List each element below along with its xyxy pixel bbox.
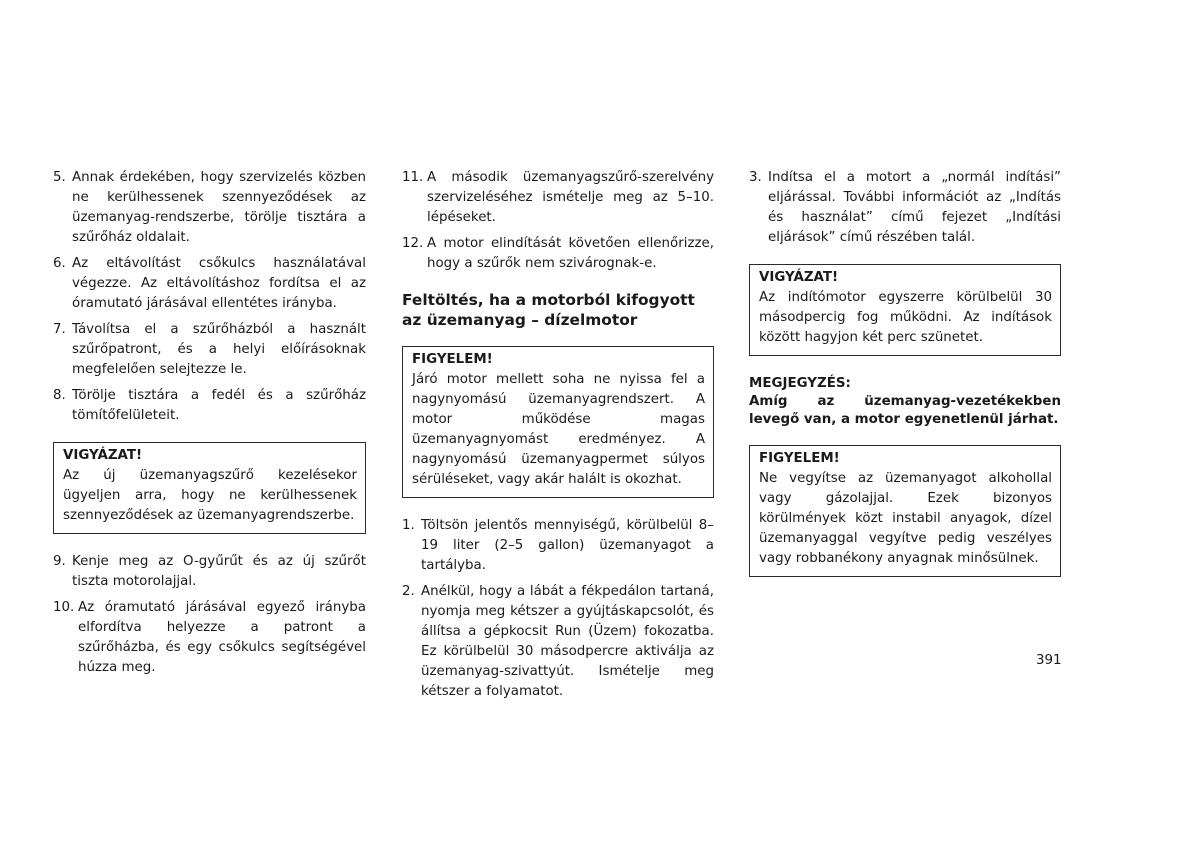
warning-text: Járó motor mellett soha ne nyissa fel a nagynyomású üzemanyagrendszert. A motor működése magas üzemanyagnyomást eredményez. A nagynyomású üzemanyagpermet súlyos sérüléseket, vagy akár halált is okozhat. (412, 372, 705, 487)
caution-title: VIGYÁZAT! (63, 448, 143, 463)
note-text: Amíg az üzemanyag-vezetékekben levegő van, a motor egyenetlenül járhat. (749, 394, 1061, 427)
step-text: Kenje meg az O-gyűrűt és az új szűrőt tiszta motorolajjal. (72, 554, 366, 589)
step-10 (53, 598, 366, 678)
column-middle (402, 168, 714, 708)
step-3 (749, 168, 1061, 248)
step-11 (402, 168, 714, 228)
step-number: 6. (53, 256, 66, 271)
step-text: Annak érdekében, hogy szervizelés közben ne kerülhessenek szennyeződések az üzemanyag-rendszerbe, törölje tisztára a szűrőház oldalait. (72, 170, 366, 245)
step-number: 5. (53, 170, 66, 185)
step-text: A második üzemanyagszűrő-szerelvény szervizeléséhez ismételje meg az 5–10. lépéseket. (427, 170, 714, 225)
step-number: 1. (402, 518, 415, 533)
step-number: 9. (53, 554, 66, 569)
warning-title: FIGYELEM! (412, 352, 493, 367)
warning-box (749, 445, 1061, 577)
step-6 (53, 254, 366, 314)
step-text: Távolítsa el a szűrőházból a használt szűrőpatront, és a helyi előírásoknak megfelelően selejtezze le. (72, 322, 366, 377)
caution-text: Az indítómotor egyszerre körülbelül 30 másodpercig fog működni. Az indítások között hagyjon két perc szünetet. (759, 290, 1052, 345)
step-text: Az óramutató járásával egyező irányba elfordítva helyezze a patront a szűrőházba, és egy csőkulcs segítségével húzza meg. (78, 600, 366, 675)
step-number: 12. (402, 236, 424, 251)
section-heading: Feltöltés, ha a motorból kifogyott az üzemanyag – dízelmotor (402, 291, 695, 329)
step-text: Indítsa el a motort a „normál indítási” eljárással. További információt az „Indítás és használat” című fejezet „Indítási eljárások” című részében talál. (768, 170, 1061, 245)
step-text: Törölje tisztára a fedél és a szűrőház tömítőfelületeit. (72, 388, 366, 423)
caution-text: Az új üzemanyagszűrő kezelésekor ügyeljen arra, hogy ne kerülhessenek szennyeződések az üzemanyagrendszerbe. (63, 468, 357, 523)
warning-box (402, 346, 714, 498)
step-text: Töltsön jelentős mennyiségű, körülbelül 8–19 liter (2–5 gallon) üzemanyagot a tartályba. (421, 518, 714, 573)
step-number: 7. (53, 322, 66, 337)
column-right (749, 168, 1061, 595)
step-2 (402, 582, 714, 702)
step-1 (402, 516, 714, 576)
step-text: A motor elindítását követően ellenőrizze, hogy a szűrők nem szivárognak-e. (427, 236, 714, 271)
step-number: 3. (749, 170, 762, 185)
step-text: Anélkül, hogy a lábát a fékpedálon tartaná, nyomja meg kétszer a gyújtáskapcsolót, és állítsa a gépkocsit Run (Üzem) fokozatba. Ez körülbelül 30 másodpercre aktiválja az üzemanyag-szivattyút. Ismételje meg kétszer a folyamatot. (421, 584, 714, 699)
page-number: 391 (1036, 653, 1062, 668)
caution-box (749, 264, 1061, 356)
step-9 (53, 552, 366, 592)
step-8 (53, 386, 366, 426)
caution-title: VIGYÁZAT! (759, 270, 839, 285)
step-12 (402, 234, 714, 274)
step-text: Az eltávolítást csőkulcs használatával végezze. Az eltávolításhoz fordítsa el az óramutató járásával ellentétes irányba. (72, 256, 366, 311)
step-number: 11. (402, 170, 424, 185)
note-title: MEGJEGYZÉS: (749, 376, 851, 391)
step-7 (53, 320, 366, 380)
warning-text: Ne vegyítse az üzemanyagot alkohollal vagy gázolajjal. Ezek bizonyos körülmények közt instabil anyagok, dízel üzemanyaggal vegyítve pedig veszélyes vagy robbanékony anyagnak minősülnek. (759, 471, 1052, 566)
column-left (53, 168, 366, 684)
warning-title: FIGYELEM! (759, 451, 840, 466)
step-number: 8. (53, 388, 66, 403)
step-number: 2. (402, 584, 415, 599)
caution-box (53, 442, 366, 534)
step-number: 10. (53, 600, 75, 615)
step-5 (53, 168, 366, 248)
